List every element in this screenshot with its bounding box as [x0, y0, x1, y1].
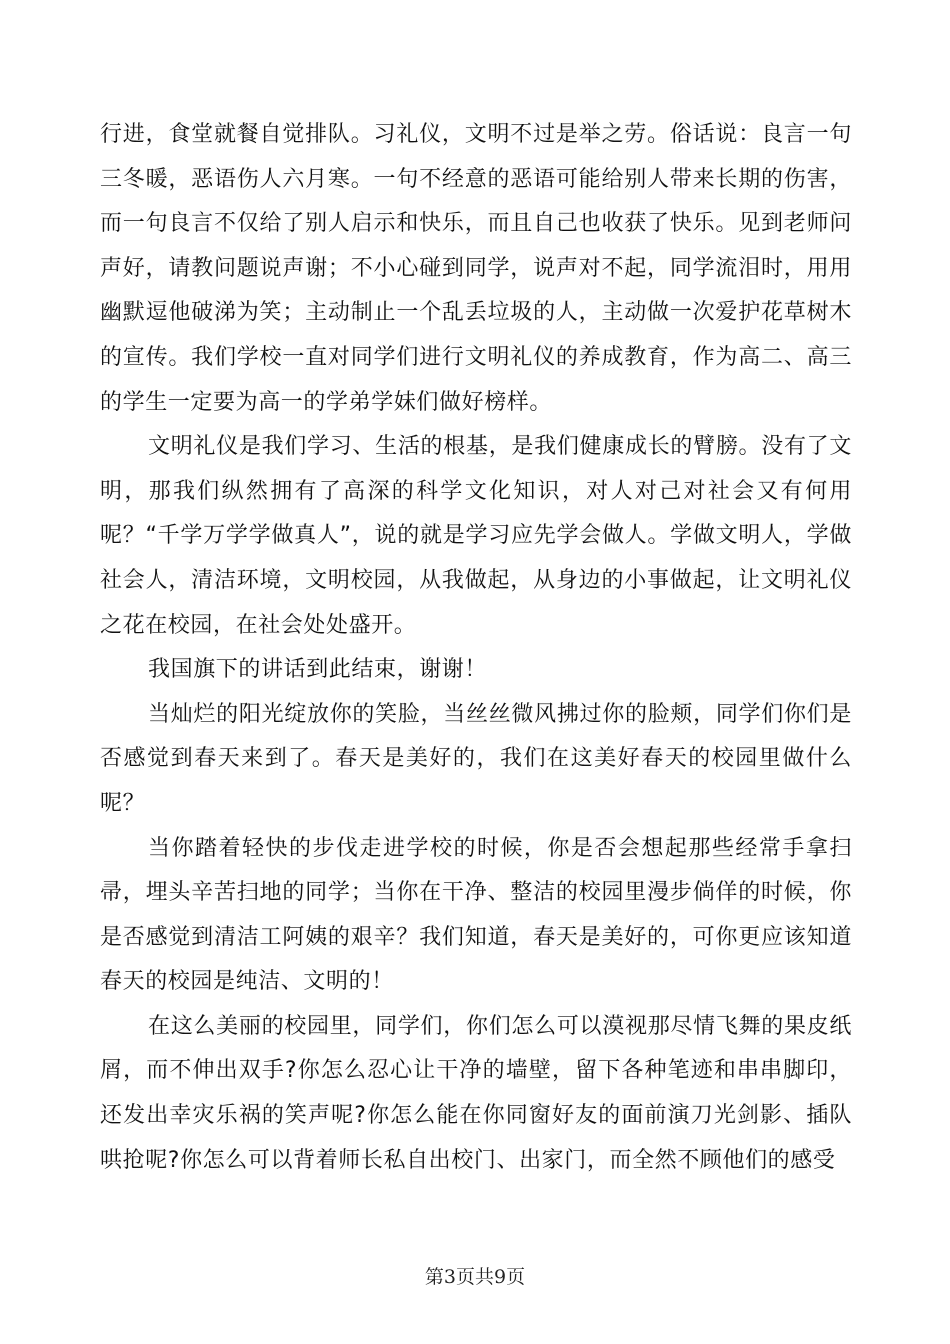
page-number-footer: 第3页共9页	[424, 1266, 526, 1288]
document-body	[100, 113, 852, 1183]
paragraph-closing-thanks: 我国旗下的讲话到此结束，谢谢！	[148, 657, 488, 683]
paragraph-cleaning-students: 当你踏着轻快的步伐走进学校的时候，你是否会想起那些经常手拿扫帚，埋头辛苦扫地的同学；当你在干净、整洁的校园里漫步倘佯的时候，你是否感觉到清洁工阿姨的艰辛？我们知道，春天是美好的，可你更应该知道春天的校园是纯洁、文明的！	[100, 835, 852, 995]
paragraph-beautiful-campus: 在这么美丽的校园里，同学们，你们怎么可以漠视那尽情飞舞的果皮纸屑，而不伸出双手?你怎么忍心让干净的墙壁，留下各种笔迹和串串脚印，还发出幸灾乐祸的笑声呢?你怎么能在你同窗好友的面前演刀光剑影、插队哄抢呢?你怎么可以背着师长私自出校门、出家门，而全然不顾他们的感受	[100, 1013, 852, 1173]
paragraph-spring-intro: 当灿烂的阳光绽放你的笑脸，当丝丝微风拂过你的脸颊，同学们你们是否感觉到春天来到了。春天是美好的，我们在这美好春天的校园里做什么呢？	[100, 701, 852, 816]
paragraph-etiquette-foundation: 文明礼仪是我们学习、生活的根基，是我们健康成长的臂膀。没有了文明，那我们纵然拥有了高深的科学文化知识，对人对己对社会又有何用呢？“千学万学学做真人”，说的就是学习应先学会做人。学做文明人，学做社会人，清洁环境，文明校园，从我做起，从身边的小事做起，让文明礼仪之花在校园，在社会处处盛开。	[100, 434, 852, 638]
paragraph-continuation: 行进，食堂就餐自觉排队。习礼仪，文明不过是举之劳。俗话说：良言一句三冬暖，恶语伤人六月寒。一句不经意的恶语可能给别人带来长期的伤害，而一句良言不仅给了别人启示和快乐，而且自己也收获了快乐。见到老师问声好，请教问题说声谢；不小心碰到同学，说声对不起，同学流泪时，用用幽默逗他破涕为笑；主动制止一个乱丢垃圾的人，主动做一次爱护花草树木的宣传。我们学校一直对同学们进行文明礼仪的养成教育，作为高二、高三的学生一定要为高一的学弟学妹们做好榜样。	[100, 122, 852, 415]
